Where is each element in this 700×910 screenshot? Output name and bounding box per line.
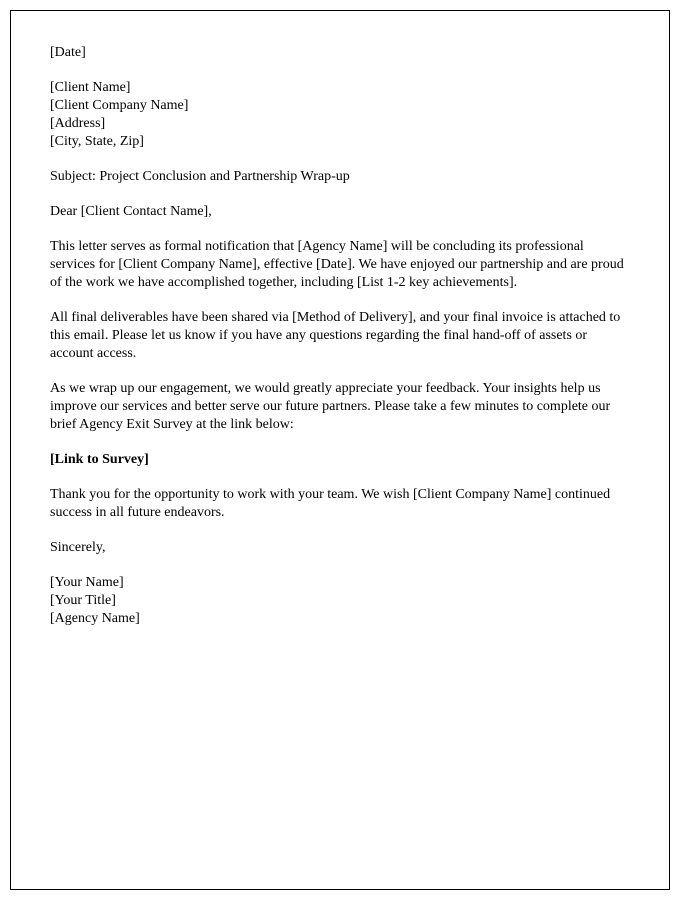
letter-content [50, 44, 629, 628]
paragraph-feedback: As we wrap up our engagement, we would greatly appreciate your feedback. Your insights help us improve our services and better serve our future partners. Please take a few minutes to complete our brief Agency Exit Survey at the link below: [50, 381, 611, 432]
paragraph-thanks: Thank you for the opportunity to work with your team. We wish [Client Company Name] continued success in all future endeavors. [50, 487, 611, 520]
recipient-city-state-zip: [City, State, Zip] [50, 134, 144, 149]
subject-line: Subject: Project Conclusion and Partnership Wrap-up [50, 169, 350, 184]
letter-page [10, 10, 670, 890]
paragraph-notification: This letter serves as formal notification that [Agency Name] will be concluding its professional services for [Client Company Name], effective [Date]. We have enjoyed our partnership and are proud of the work we have accomplished together, including [List 1-2 key achievements]. [50, 239, 624, 290]
paragraph-deliverables: All final deliverables have been shared via [Method of Delivery], and your final invoice is attached to this email. Please let us know if you have any questions regarding the final hand-off of assets or account access. [50, 310, 621, 361]
recipient-name: [Client Name] [50, 80, 131, 95]
recipient-company: [Client Company Name] [50, 98, 189, 113]
survey-link-placeholder: [Link to Survey] [50, 452, 149, 467]
recipient-address: [Address] [50, 116, 106, 131]
date-line: [Date] [50, 45, 86, 60]
closing-line: Sincerely, [50, 540, 106, 555]
signature-title: [Your Title] [50, 593, 116, 608]
signature-block [50, 574, 629, 628]
signature-name: [Your Name] [50, 575, 124, 590]
signature-agency: [Agency Name] [50, 611, 140, 626]
recipient-block [50, 79, 629, 151]
salutation: Dear [Client Contact Name], [50, 204, 212, 219]
